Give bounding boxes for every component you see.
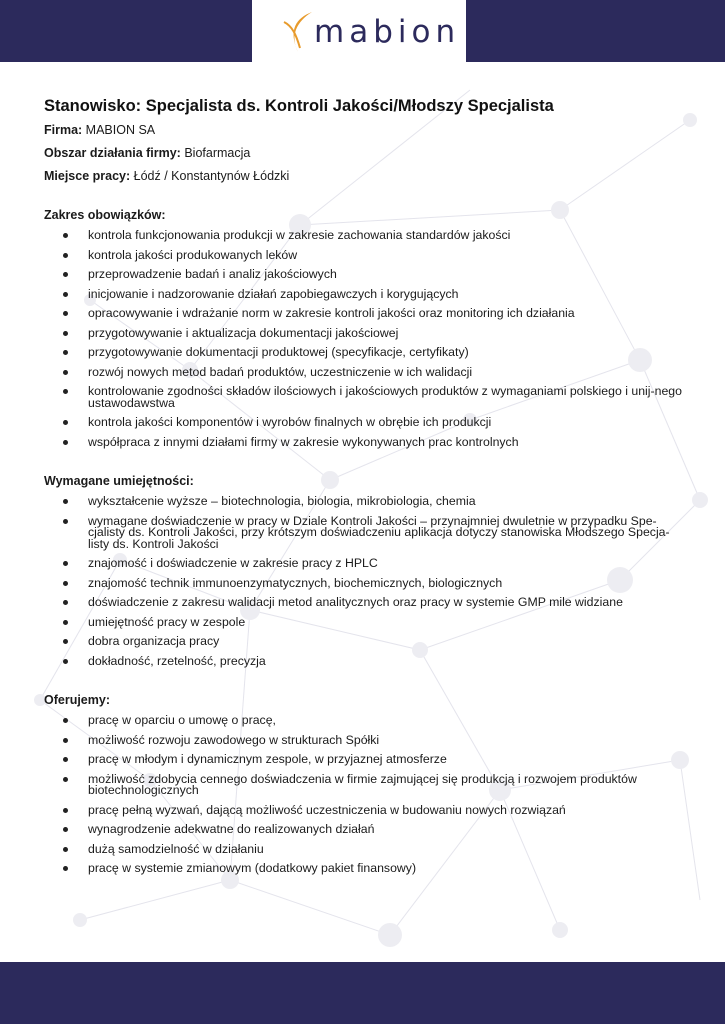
location-label: Miejsce pracy: xyxy=(44,169,131,183)
skills-heading: Wymagane umiejętności: xyxy=(44,474,194,488)
list-item: opracowywanie i wdrażanie norm w zakresie kontroli jakości oraz monitoring ich działania xyxy=(44,308,684,320)
list-item: przygotowywanie i aktualizacja dokumentacji jakościowej xyxy=(44,328,684,340)
offer-heading: Oferujemy: xyxy=(44,693,110,707)
bullet-icon xyxy=(63,808,68,813)
area-line xyxy=(44,145,684,161)
list-item: możliwość zdobycia cennego doświadczenia w firmie zajmującej się produkcją i rozwojem produktów biotechnologicznych xyxy=(44,774,684,797)
list-item: dużą samodzielność w działaniu xyxy=(44,844,684,856)
company-label: Firma: xyxy=(44,123,83,137)
list-item: wymagane doświadczenie w pracy w Dziale Kontroli Jakości – przynajmniej dwuletnie w przypadku Spe-cjalisty ds. Kontroli Jakości, przy krótszym doświadczeniu aplikacja dotyczy stanowiska Młodszego Specja-listy ds. Kontroli Jakości xyxy=(44,516,684,551)
list-item: dokładność, rzetelność, precyzja xyxy=(44,656,684,668)
bullet-icon xyxy=(63,659,68,664)
location-value: Łódź / Konstantynów Łódzki xyxy=(130,169,290,183)
bullet-icon xyxy=(63,233,68,238)
duties-list xyxy=(44,230,684,448)
bullet-icon xyxy=(63,370,68,375)
bullet-icon xyxy=(63,847,68,852)
bullet-icon xyxy=(63,581,68,586)
location-line xyxy=(44,168,684,184)
company-value: MABION SA xyxy=(82,123,156,137)
list-item: przygotowywanie dokumentacji produktowej (specyfikacje, certyfikaty) xyxy=(44,347,684,359)
job-title: Stanowisko: Specjalista ds. Kontroli Jakości/Młodszy Specjalista xyxy=(44,97,554,115)
job-posting xyxy=(44,97,684,883)
bullet-icon xyxy=(63,331,68,336)
list-item: kontrola funkcjonowania produkcji w zakresie zachowania standardów jakości xyxy=(44,230,684,242)
bullet-icon xyxy=(63,757,68,762)
list-item: pracę pełną wyzwań, dającą możliwość uczestniczenia w budowaniu nowych rozwiązań xyxy=(44,805,684,817)
bullet-icon xyxy=(63,827,68,832)
list-item: kontrola jakości produkowanych leków xyxy=(44,250,684,262)
list-item: rozwój nowych metod badań produktów, uczestniczenie w ich walidacji xyxy=(44,367,684,379)
bullet-icon xyxy=(63,639,68,644)
mabion-swoosh-icon xyxy=(278,8,318,56)
bullet-icon xyxy=(63,311,68,316)
bullet-icon xyxy=(63,272,68,277)
duties-heading: Zakres obowiązków: xyxy=(44,208,166,222)
list-item: kontrolowanie zgodności składów ilościowych i jakościowych produktów z wymaganiami polskiego i unij-nego ustawodawstwa xyxy=(44,386,684,409)
bullet-icon xyxy=(63,738,68,743)
list-item: inicjowanie i nadzorowanie działań zapobiegawczych i korygujących xyxy=(44,289,684,301)
list-item: znajomość technik immunoenzymatycznych, biochemicznych, biologicznych xyxy=(44,578,684,590)
bullet-icon xyxy=(63,561,68,566)
list-item: dobra organizacja pracy xyxy=(44,636,684,648)
bullet-icon xyxy=(63,420,68,425)
list-item: wynagrodzenie adekwatne do realizowanych działań xyxy=(44,824,684,836)
bullet-icon xyxy=(63,253,68,258)
bullet-icon xyxy=(63,718,68,723)
logo xyxy=(252,0,466,66)
list-item: pracę w systemie zmianowym (dodatkowy pakiet finansowy) xyxy=(44,863,684,875)
area-label: Obszar działania firmy: xyxy=(44,146,181,160)
bullet-icon xyxy=(63,777,68,782)
bullet-icon xyxy=(63,350,68,355)
bullet-icon xyxy=(63,620,68,625)
bullet-icon xyxy=(63,292,68,297)
bullet-icon xyxy=(63,600,68,605)
list-item: możliwość rozwoju zawodowego w strukturach Spółki xyxy=(44,735,684,747)
bullet-icon xyxy=(63,499,68,504)
offer-list xyxy=(44,715,684,875)
bullet-icon xyxy=(63,389,68,394)
footer-band xyxy=(0,962,725,1024)
bullet-icon xyxy=(63,519,68,524)
list-item: wykształcenie wyższe – biotechnologia, biologia, mikrobiologia, chemia xyxy=(44,496,684,508)
bullet-icon xyxy=(63,866,68,871)
list-item: współpraca z innymi działami firmy w zakresie wykonywanych prac kontrolnych xyxy=(44,437,684,449)
brand-name: mabion xyxy=(314,14,461,50)
skills-list xyxy=(44,496,684,667)
list-item: umiejętność pracy w zespole xyxy=(44,617,684,629)
company-line xyxy=(44,122,684,138)
list-item: doświadczenie z zakresu walidacji metod analitycznych oraz pracy w systemie GMP mile widziane xyxy=(44,597,684,609)
area-value: Biofarmacja xyxy=(180,146,251,160)
list-item: przeprowadzenie badań i analiz jakościowych xyxy=(44,269,684,281)
list-item: znajomość i doświadczenie w zakresie pracy z HPLC xyxy=(44,558,684,570)
bullet-icon xyxy=(63,440,68,445)
list-item: pracę w oparciu o umowę o pracę, xyxy=(44,715,684,727)
list-item: pracę w młodym i dynamicznym zespole, w przyjaznej atmosferze xyxy=(44,754,684,766)
list-item: kontrola jakości komponentów i wyrobów finalnych w obrębie ich produkcji xyxy=(44,417,684,429)
